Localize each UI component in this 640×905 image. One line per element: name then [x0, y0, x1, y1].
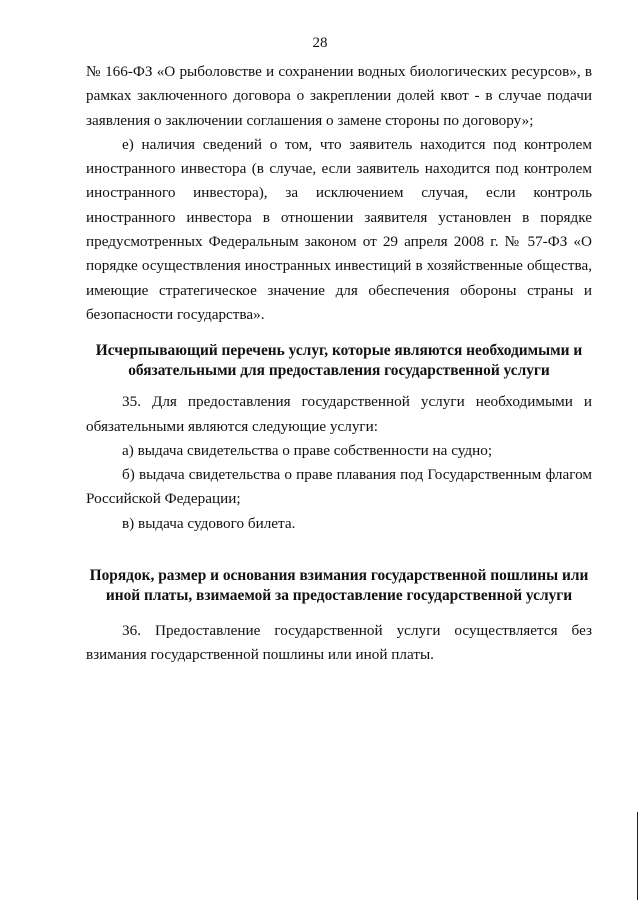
- paragraph-35: 35. Для предоставления государственной услуги необходимыми и обязательными являются следующие услуги:: [86, 393, 592, 435]
- section-heading-services: Исчерпывающий перечень услуг, которые являются необходимыми и обязательными для предоставления государственной услуги: [95, 342, 583, 380]
- paragraph-continuation: № 166-ФЗ «О рыболовстве и сохранении водных биологических ресурсов», в рамках заключенного договора о закреплении долей квот - в случае подачи заявления о заключении соглашения о замене стороны по договору»;: [86, 63, 592, 129]
- list-item-a: а) выдача свидетельства о праве собственности на судно;: [122, 441, 493, 459]
- page-number: 28: [312, 35, 328, 51]
- list-item-b: б) выдача свидетельства о праве плавания под Государственным флагом Российской Федерации;: [86, 466, 592, 508]
- list-item-c: в) выдача судового билета.: [122, 514, 296, 532]
- section-heading-fee: Порядок, размер и основания взимания государственной пошлины или иной платы, взимаемой за предоставление государственной услуги: [89, 567, 589, 605]
- document-body: [86, 60, 592, 668]
- paragraph-36: 36. Предоставление государственной услуги осуществляется без взимания государственной пошлины или иной платы.: [86, 622, 592, 664]
- paragraph-item-e: е) наличия сведений о том, что заявитель находится под контролем иностранного инвестора (в случае, если заявитель находится под контролем иностранного инвестора), за исключением случая, если контроль иностранного инвестора в отношении заявителя установлен в порядке предусмотренных Федеральным законом от 29 апреля 2008 г. № 57-ФЗ «О порядке осуществления иностранных инвестиций в хозяйственные общества, имеющие стратегическое значение для обеспечения обороны страны и безопасности государства».: [86, 135, 592, 323]
- scan-edge-line: [637, 812, 638, 900]
